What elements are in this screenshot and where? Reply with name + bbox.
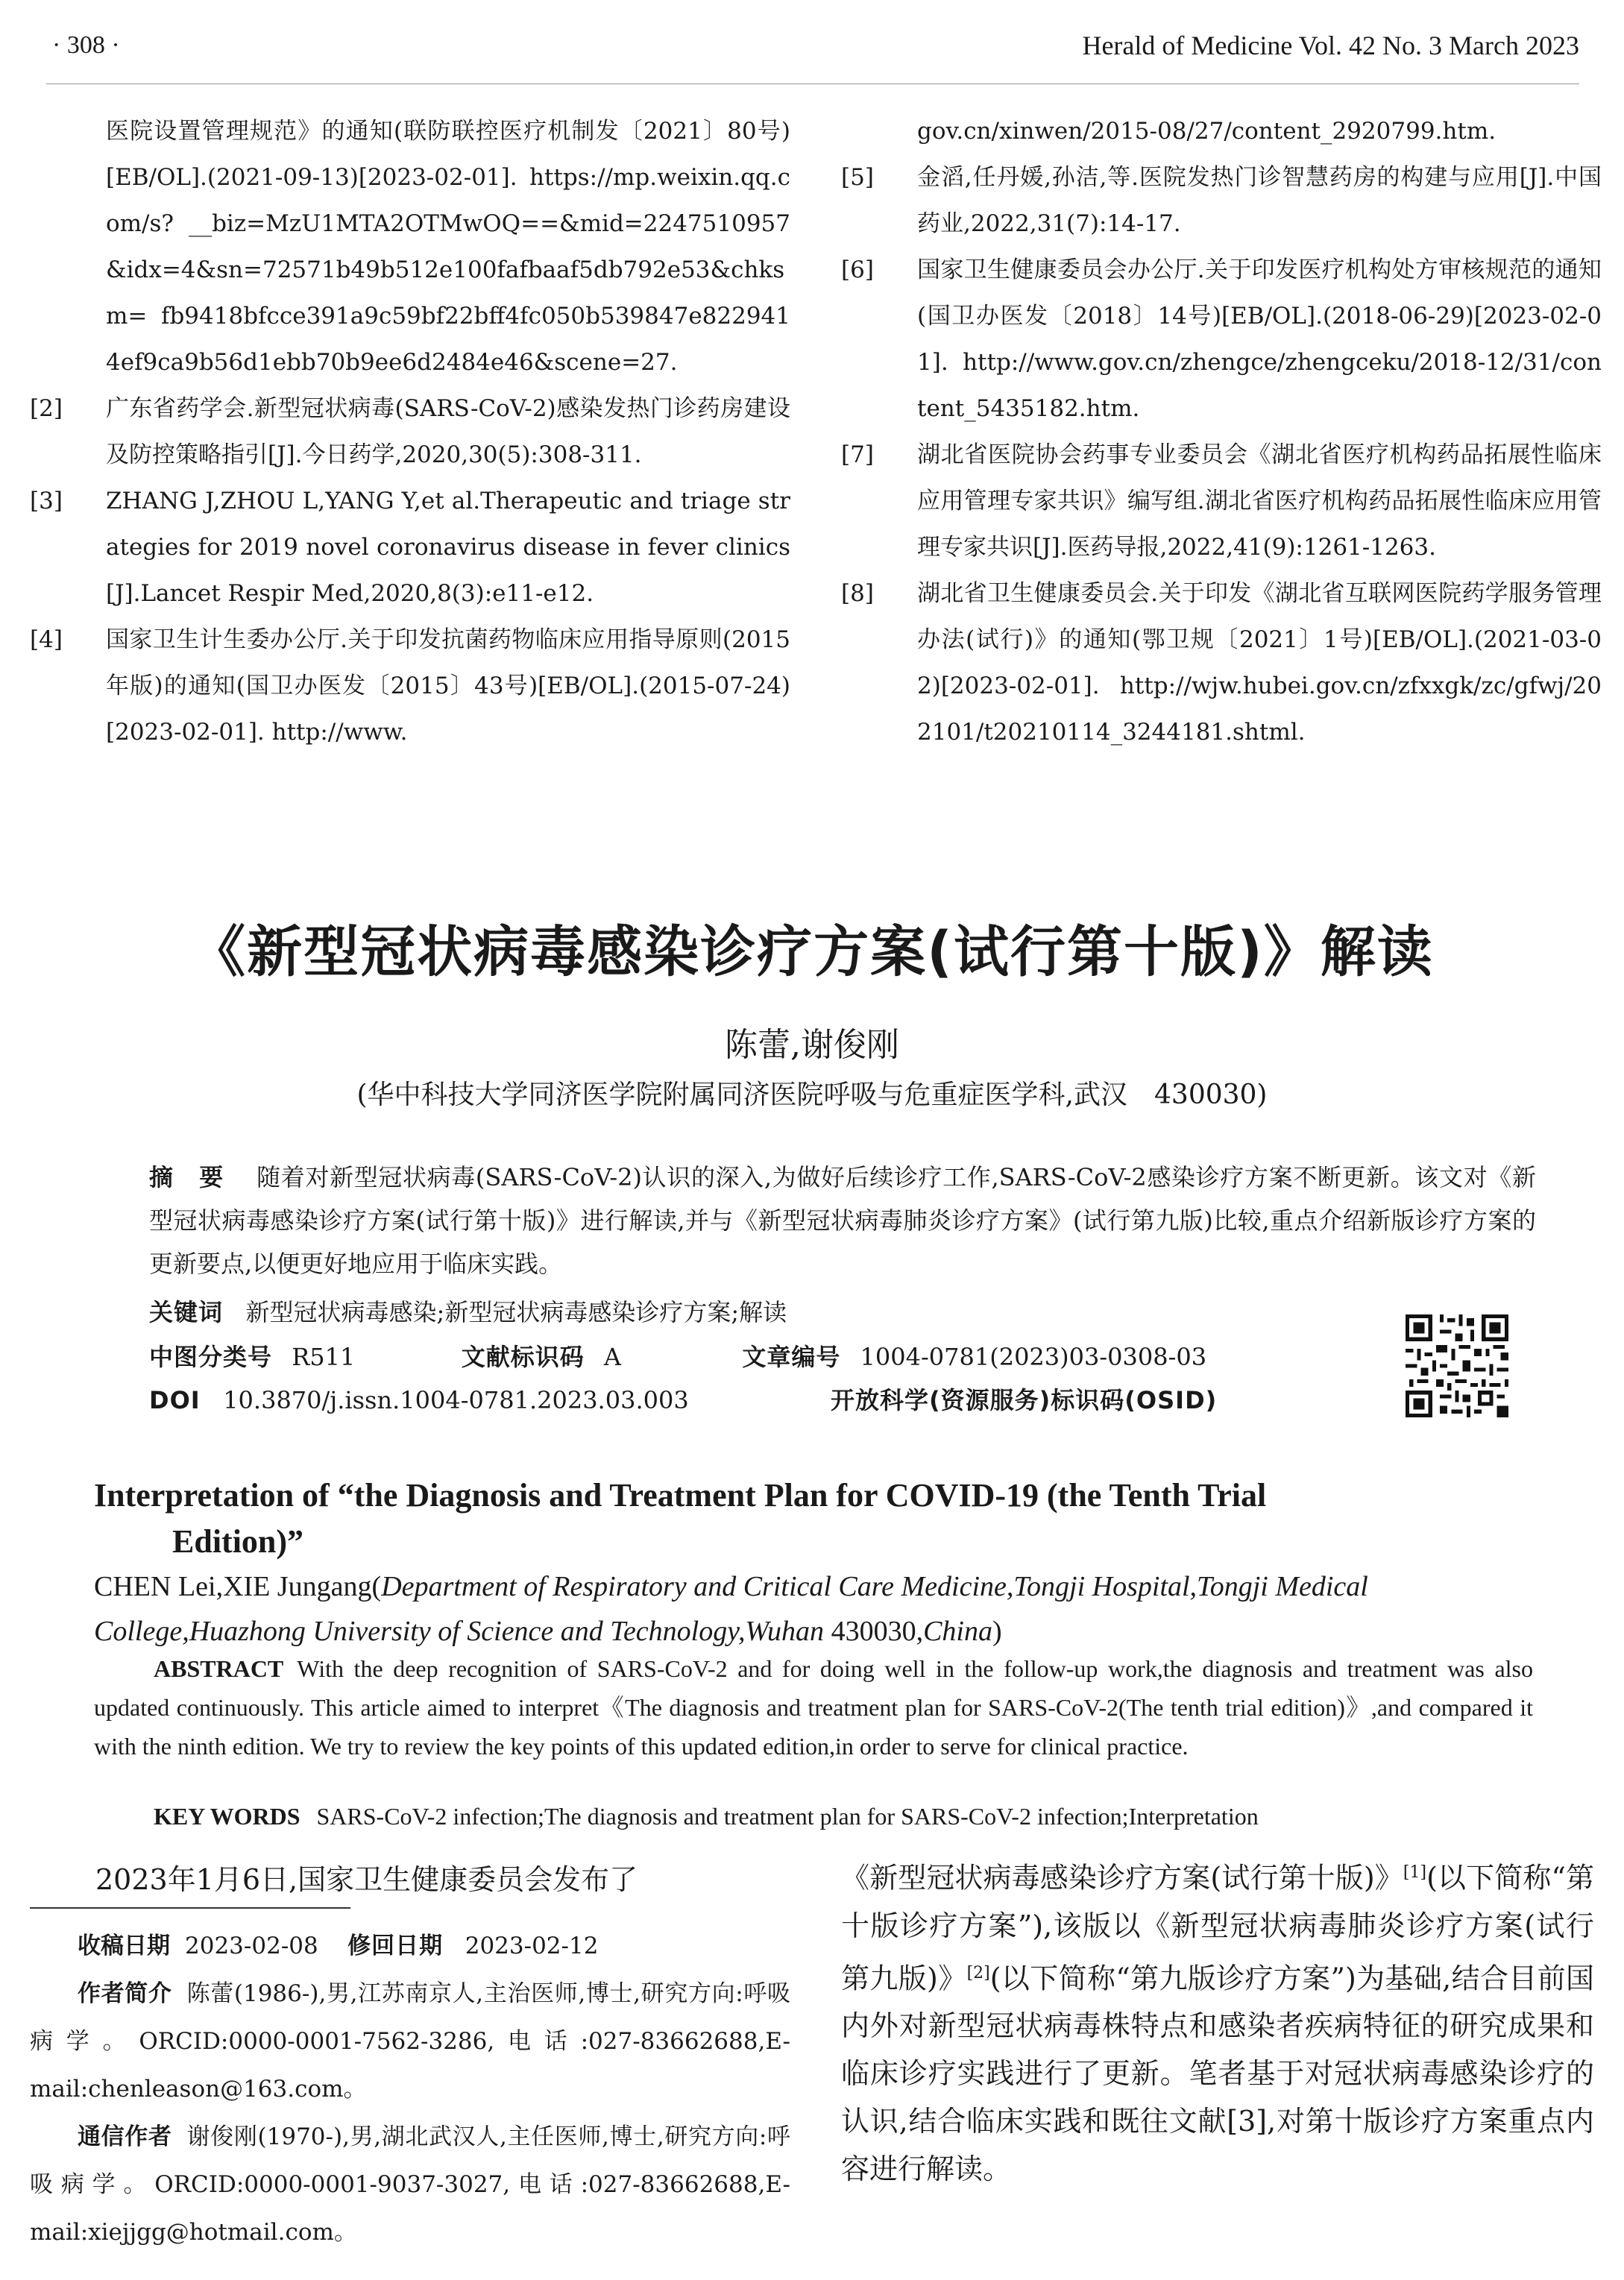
article-number-value: 1004-0781(2023)03-0308-03 xyxy=(860,1343,1207,1371)
reference-number: [4] xyxy=(30,626,63,653)
english-affiliation: Department of Respiratory and Critical Care Medicine,Tongji Hospital,Tongji Medical College,Huazhong University of Science and Technology,Wuhan xyxy=(94,1571,1368,1647)
english-title xyxy=(94,1473,1533,1565)
reference-item xyxy=(30,108,790,385)
author-bio-label: 作者简介 xyxy=(78,1980,172,2007)
english-keywords xyxy=(154,1803,1259,1830)
reference-number: [3] xyxy=(30,488,63,514)
english-keywords-text: SARS-CoV-2 infection;The diagnosis and treatment plan for SARS-CoV-2 infection;Interpretation xyxy=(316,1803,1259,1830)
classification-line xyxy=(149,1338,1218,1373)
page-number: · 308 · xyxy=(52,31,120,59)
revised-label: 修回日期 xyxy=(347,1933,444,1959)
english-keywords-label: KEY WORDS xyxy=(154,1803,300,1830)
reference-text: 湖北省卫生健康委员会.关于印发《湖北省互联网医院药学服务管理办法(试行)》的通知(鄂卫规〔2021〕1号)[EB/OL].(2021-03-02)[2023-02-01]. http://wjw.hubei.gov.cn/zfxxgk/zc/gfwj/202101/t20210114_3244181.shtml. xyxy=(917,580,1602,746)
reference-item xyxy=(841,432,1602,570)
english-authors: CHEN Lei,XIE Jungang(Department of Respiratory and Critical Care Medicine,Tongji Hospital,Tongji Medical College,Huazhong University of Science and Technology,Wuhan 430030,China) xyxy=(94,1571,1368,1647)
english-title-line: Interpretation of “the Diagnosis and Treatment Plan for COVID-19 (the Tenth Trial xyxy=(94,1477,1267,1514)
qr-code-icon xyxy=(1402,1311,1512,1421)
abstract-text: 随着对新型冠状病毒(SARS-CoV-2)认识的深入,为做好后续诊疗工作,SARS-CoV-2感染诊疗方案不断更新。该文对《新型冠状病毒感染诊疗方案(试行第十版)》进行解读,并与《新型冠状病毒肺炎诊疗方案》(试行第九版)比较,重点介绍新版诊疗方案的更新要点,以便更好地应用于临床实践。 xyxy=(149,1163,1536,1278)
corresponding-label: 通信作者 xyxy=(78,2123,172,2150)
english-author-names: CHEN Lei,XIE Jungang( xyxy=(94,1571,382,1602)
citation: [2] xyxy=(966,1963,990,1983)
reference-text: 湖北省医院协会药事专业委员会《湖北省医疗机构药品拓展性临床应用管理专家共识》编写组.湖北省医疗机构药品拓展性临床应用管理专家共识[J].医药导报,2022,41(9):1261-1263. xyxy=(917,441,1602,561)
reference-number: [8] xyxy=(841,580,874,607)
received-value: 2023-02-08 xyxy=(185,1933,318,1959)
body-text: (以下简称“第九版诊疗方案”)为基础,结合目前国内外对新型冠状病毒株特点和感染者疾病特征的研究成果和临床诊疗实践进行了更新。笔者基于对冠状病毒感染诊疗的认识,结合临床实践和既往文献[3],对第十版诊疗方案重点内容进行解读。 xyxy=(841,1962,1594,2186)
chinese-abstract xyxy=(149,1156,1536,1285)
doccode-value: A xyxy=(603,1343,621,1371)
citation: [1] xyxy=(1403,1863,1427,1882)
received-label: 收稿日期 xyxy=(78,1933,170,1959)
author-bio-text: 陈蕾(1986-),男,江苏南京人,主治医师,博士,研究方向:呼吸病学。ORCID:0000-0001-7562-3286,电话:027-83662688,E-mail:chenleason@163.com。 xyxy=(30,1980,790,2103)
body-first-line: 2023年1月6日,国家卫生健康委员会发布了 xyxy=(95,1863,638,1896)
chinese-keywords xyxy=(149,1294,787,1328)
received-dates xyxy=(30,1922,790,1970)
corresponding-text: 谢俊刚(1970-),男,湖北武汉人,主任医师,博士,研究方向:呼吸病学。ORCID:0000-0001-9037-3027,电话:027-83662688,E-mail:xiejjgg@hotmail.com。 xyxy=(30,2123,790,2246)
reference-text: 国家卫生计生委办公厅.关于印发抗菌药物临床应用指导原则(2015年版)的通知(国卫办医发〔2015〕43号)[EB/OL].(2015-07-24)[2023-02-01]. http://www. xyxy=(106,626,790,746)
doi-label: DOI xyxy=(149,1386,201,1414)
reference-item xyxy=(841,154,1602,247)
keywords-label: 关键词 xyxy=(149,1298,224,1326)
footnote-rule xyxy=(30,1907,350,1909)
author-bio xyxy=(30,1970,790,2113)
doi-value: 10.3870/j.issn.1004-0781.2023.03.003 xyxy=(223,1386,689,1414)
reference-item xyxy=(30,478,790,617)
revised-value: 2023-02-12 xyxy=(465,1933,599,1959)
references-left-column xyxy=(30,108,790,755)
body-paragraph xyxy=(841,1849,1594,2193)
class-label: 中图分类号 xyxy=(149,1343,273,1371)
body-text: (以下简称“第十版诊疗方案”),该版以《新型冠状病毒肺炎诊疗方案(试行第九版)》 xyxy=(841,1861,1594,1995)
article-affiliation: (华中科技大学同济医学院附属同济医院呼吸与危重症医学科,武汉 430030) xyxy=(356,1080,1268,1110)
english-title-line: Edition)” xyxy=(172,1523,304,1560)
reference-text: 国家卫生健康委员会办公厅.关于印发医疗机构处方审核规范的通知(国卫办医发〔2018〕14号)[EB/OL].(2018-06-29)[2023-02-01]. http://www.gov.cn/zhengce/zhengceku/2018-12/31/content_5435182.htm. xyxy=(917,256,1602,422)
reference-text: 金滔,任丹媛,孙洁,等.医院发热门诊智慧药房的构建与应用[J].中国药业,2022,31(7):14-17. xyxy=(917,164,1602,237)
article-authors: 陈蕾,谢俊刚 xyxy=(725,1026,899,1064)
english-abstract-text: With the deep recognition of SARS-CoV-2 and for doing well in the follow-up work,the diagnosis and treatment was also updated continuously. This article aimed to interpret《The diagnosis and treatment plan for SARS-CoV-2(The tenth trial edition)》,and compared it with the ninth edition. We try to review the key points of this updated edition,in order to serve for clinical practice. xyxy=(94,1655,1533,1760)
reference-item xyxy=(30,617,790,755)
reference-text: 医院设置管理规范》的通知(联防联控医疗机制发〔2021〕80号)[EB/OL].(2021-09-13)[2023-02-01]. https://mp.weixin.qq.com/s? __biz=MzU1MTA2OTMwOQ==&mid=2247510957&idx=4&sn=72571b49b512e100fafbaaf5db792e53&chksm= fb9418bfcce391a9c59bf22bff4fc050b539847e8229414ef9ca9b56d1ebb70b9ee6d2484e46&scene=27. xyxy=(106,118,790,376)
body-text: 《新型冠状病毒感染诊疗方案(试行第十版)》 xyxy=(841,1861,1403,1895)
corresponding-author xyxy=(30,2113,790,2256)
doi-line xyxy=(149,1382,1217,1416)
footnotes xyxy=(30,1922,790,2256)
osid-label: 开放科学(资源服务)标识码(OSID) xyxy=(831,1386,1218,1414)
english-affiliation-postcode: 430030, xyxy=(824,1616,924,1647)
reference-item xyxy=(841,108,1602,154)
keywords-text: 新型冠状病毒感染;新型冠状病毒感染诊疗方案;解读 xyxy=(245,1298,787,1326)
reference-number: [5] xyxy=(841,164,874,191)
reference-item xyxy=(841,247,1602,432)
english-abstract xyxy=(94,1649,1533,1766)
journal-running-header: Herald of Medicine Vol. 42 No. 3 March 2023 xyxy=(1082,31,1579,60)
reference-number: [7] xyxy=(841,441,874,468)
english-country: China xyxy=(923,1616,992,1647)
reference-number: [6] xyxy=(841,256,874,283)
doccode-label: 文献标识码 xyxy=(461,1343,585,1371)
english-abstract-label: ABSTRACT xyxy=(154,1655,284,1682)
reference-item xyxy=(841,570,1602,755)
reference-text: ZHANG J,ZHOU L,YANG Y,et al.Therapeutic and triage strategies for 2019 novel coronavirus disease in fever clinics [J].Lancet Respir Med,2020,8(3):e11-e12. xyxy=(106,488,790,607)
reference-number: [2] xyxy=(30,395,63,422)
abstract-label: 摘 要 xyxy=(149,1163,224,1191)
reference-item xyxy=(30,385,790,478)
reference-text: 广东省药学会.新型冠状病毒(SARS-CoV-2)感染发热门诊药房建设及防控策略指引[J].今日药学,2020,30(5):308-311. xyxy=(106,395,790,468)
class-value: R511 xyxy=(292,1343,356,1371)
references-right-column xyxy=(841,108,1602,755)
article-title: 《新型冠状病毒感染诊疗方案(试行第十版)》解读 xyxy=(190,920,1434,984)
reference-text: gov.cn/xinwen/2015-08/27/content_2920799.htm. xyxy=(917,118,1496,145)
article-number-label: 文章编号 xyxy=(742,1343,841,1371)
